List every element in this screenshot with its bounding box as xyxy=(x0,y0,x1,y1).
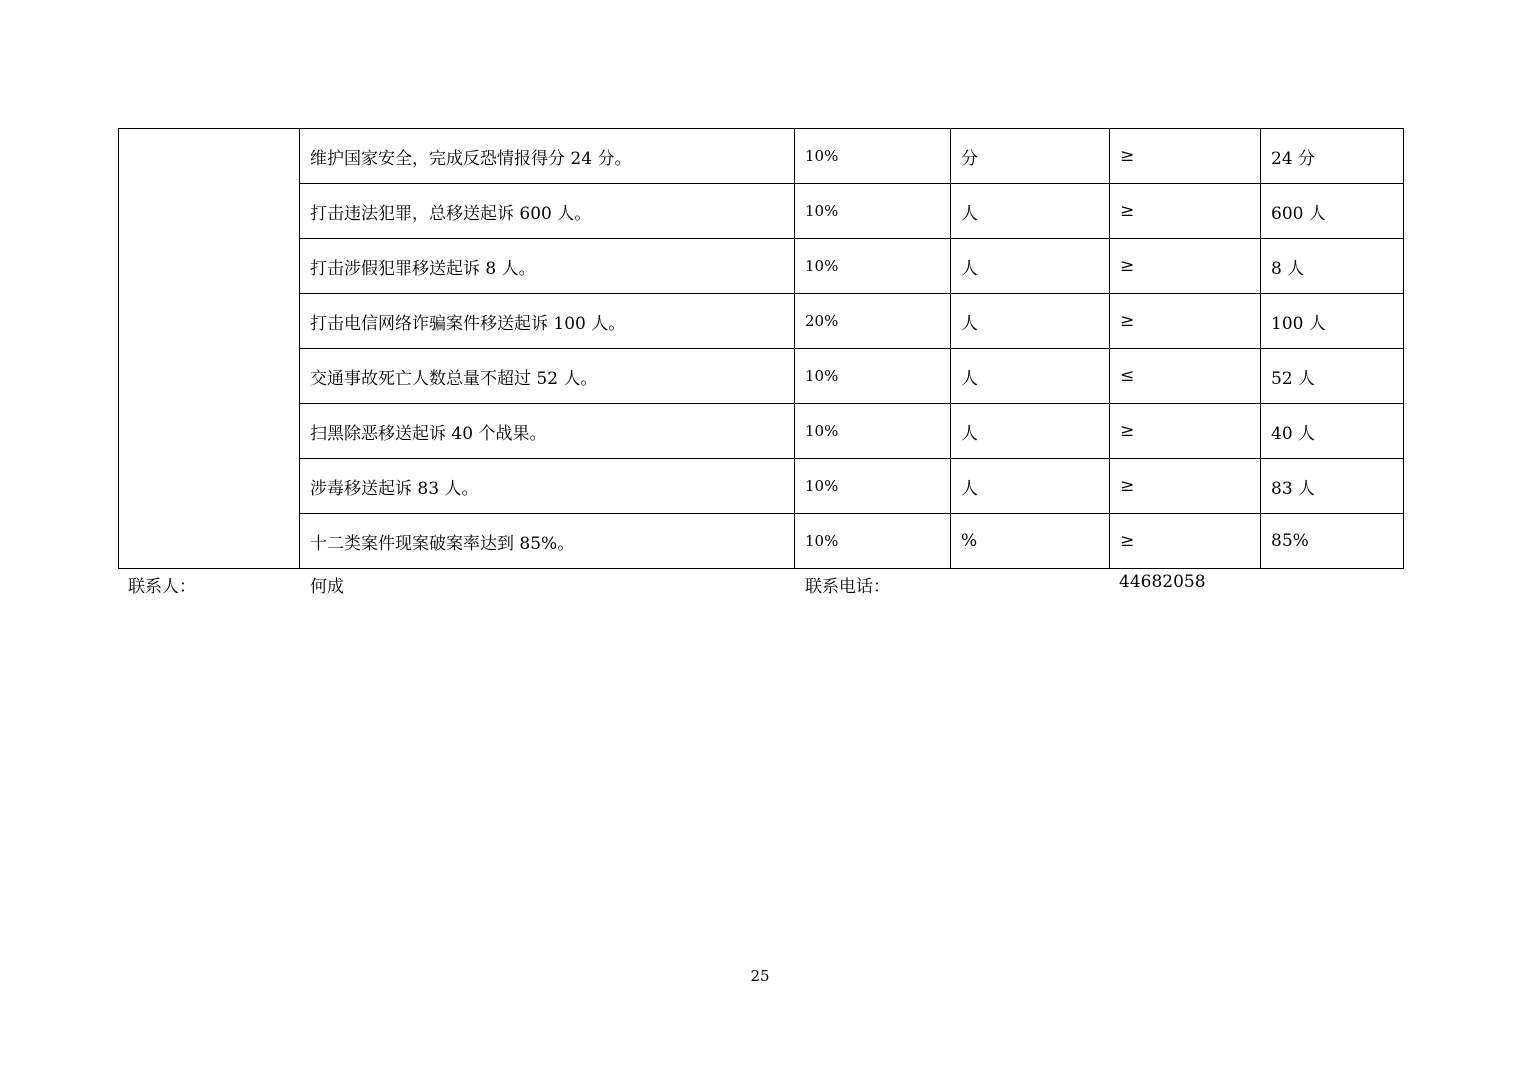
operator-cell: ≥ xyxy=(1110,459,1261,514)
target-cell: 600 人 xyxy=(1261,184,1404,239)
weight-cell: 20% xyxy=(795,294,951,349)
indicator-cell: 十二类案件现案破案率达到 85%。 xyxy=(300,514,795,569)
operator-cell: ≥ xyxy=(1110,129,1261,184)
table-row xyxy=(119,184,1404,239)
indicator-cell: 打击违法犯罪，总移送起诉 600 人。 xyxy=(300,184,795,239)
operator-cell: ≥ xyxy=(1110,404,1261,459)
weight-cell: 10% xyxy=(795,349,951,404)
weight-cell: 10% xyxy=(795,184,951,239)
target-cell: 40 人 xyxy=(1261,404,1404,459)
unit-cell: % xyxy=(951,514,1110,569)
operator-cell: ≥ xyxy=(1110,184,1261,239)
unit-cell: 人 xyxy=(951,349,1110,404)
operator-cell: ≥ xyxy=(1110,294,1261,349)
indicator-cell: 打击涉假犯罪移送起诉 8 人。 xyxy=(300,239,795,294)
indicator-cell: 交通事故死亡人数总量不超过 52 人。 xyxy=(300,349,795,404)
weight-cell: 10% xyxy=(795,459,951,514)
unit-cell: 人 xyxy=(951,294,1110,349)
unit-cell: 人 xyxy=(951,459,1110,514)
indicator-table xyxy=(118,128,1404,569)
operator-cell: ≤ xyxy=(1110,349,1261,404)
target-cell: 52 人 xyxy=(1261,349,1404,404)
contact-phone-label: 联系电话： xyxy=(805,577,890,597)
indicator-cell: 涉毒移送起诉 83 人。 xyxy=(300,459,795,514)
indicator-table-container xyxy=(118,128,1404,569)
weight-cell: 10% xyxy=(795,129,951,184)
table-row xyxy=(119,349,1404,404)
table-row xyxy=(119,404,1404,459)
unit-cell: 分 xyxy=(951,129,1110,184)
table-row xyxy=(119,294,1404,349)
indicator-cell: 维护国家安全，完成反恐情报得分 24 分。 xyxy=(300,129,795,184)
contact-phone-number: 44682058 xyxy=(1119,572,1206,592)
unit-cell: 人 xyxy=(951,404,1110,459)
indicator-cell: 打击电信网络诈骗案件移送起诉 100 人。 xyxy=(300,294,795,349)
table-row xyxy=(119,239,1404,294)
page-number: 25 xyxy=(750,967,770,985)
contact-person-label: 联系人： xyxy=(128,577,196,597)
target-cell: 100 人 xyxy=(1261,294,1404,349)
unit-cell: 人 xyxy=(951,239,1110,294)
target-cell: 83 人 xyxy=(1261,459,1404,514)
table-row xyxy=(119,459,1404,514)
target-cell: 24 分 xyxy=(1261,129,1404,184)
contact-row xyxy=(0,570,1520,597)
weight-cell: 10% xyxy=(795,514,951,569)
weight-cell: 10% xyxy=(795,239,951,294)
operator-cell: ≥ xyxy=(1110,514,1261,569)
contact-person-name: 何成 xyxy=(310,577,344,597)
operator-cell: ≥ xyxy=(1110,239,1261,294)
indicator-cell: 扫黑除恶移送起诉 40 个战果。 xyxy=(300,404,795,459)
table-row xyxy=(119,514,1404,569)
table-row xyxy=(119,129,1404,184)
merged-category-cell xyxy=(119,129,300,569)
weight-cell: 10% xyxy=(795,404,951,459)
unit-cell: 人 xyxy=(951,184,1110,239)
target-cell: 8 人 xyxy=(1261,239,1404,294)
target-cell: 85% xyxy=(1261,514,1404,569)
